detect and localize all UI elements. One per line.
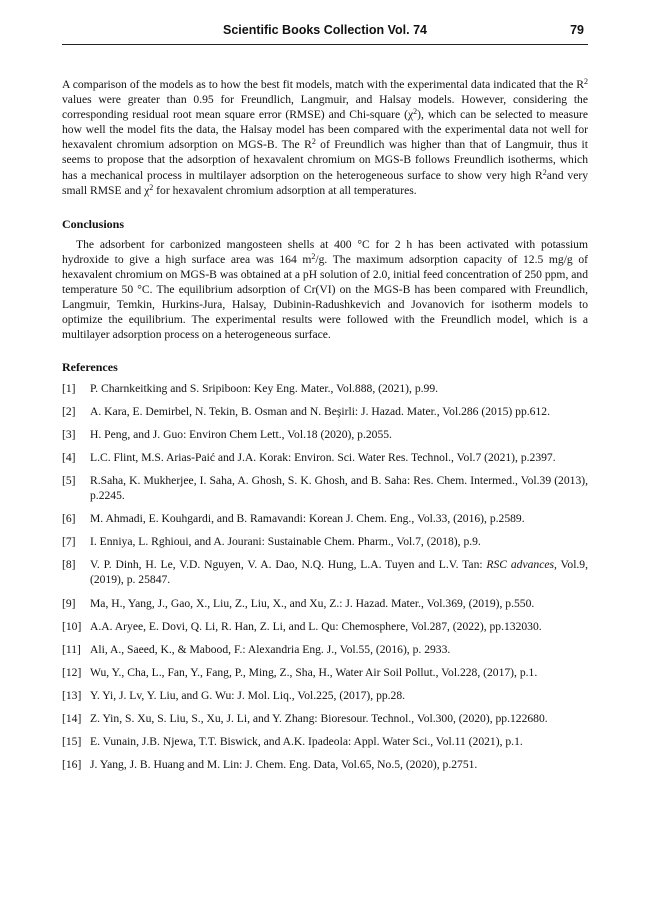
reference-text: Ma, H., Yang, J., Gao, X., Liu, Z., Liu, X., and Xu, Z.: J. Hazad. Mater., Vol.369, (2019), p.550. <box>90 596 535 610</box>
reference-item <box>62 381 588 396</box>
reference-text: P. Charnkeitking and S. Sripiboon: Key Eng. Mater., Vol.888, (2021), p.99. <box>90 381 439 395</box>
page-number: 79 <box>570 23 584 37</box>
reference-number: [12] <box>62 665 82 679</box>
reference-number: [7] <box>62 535 76 549</box>
reference-text: I. Enniya, L. Rghioui, and A. Jourani: Sustainable Chem. Pharm., Vol.7, (2018), p.9. <box>90 535 481 549</box>
reference-number: [13] <box>62 688 82 702</box>
conclusions-heading: Conclusions <box>62 216 125 231</box>
reference-item <box>62 711 588 726</box>
page-header <box>62 23 588 41</box>
reference-number: [9] <box>62 596 76 610</box>
reference-text: L.C. Flint, M.S. Arias-Paić and J.A. Korak: Environ. Sci. Water Res. Technol., Vol.7 (2021), p.2397. <box>90 450 556 464</box>
reference-number: [5] <box>62 473 76 487</box>
reference-text: M. Ahmadi, E. Kouhgardi, and B. Ramavandi: Korean J. Chem. Eng., Vol.33, (2016), p.2589. <box>90 512 525 526</box>
reference-number: [3] <box>62 427 76 441</box>
reference-number: [4] <box>62 450 76 464</box>
reference-text: Wu, Y., Cha, L., Fan, Y., Fang, P., Ming, Z., Sha, H., Water Air Soil Pollut., Vol.228, (2017), p.1. <box>90 665 538 679</box>
reference-item <box>62 450 588 465</box>
conclusions-paragraph: The adsorbent for carbonized mangosteen shells at 400 °C for 2 h has been activated with potassium hydroxide to give a high surface area was 164 $m^2/g$. The maximum adsorption capacity of 12.5 mg/g of hexavalent chromium on MGS-B was obtained at a pH solution of 2.0, initial feed concentration of 250 ppm, and temperature 50 °C. The equilibrium adsorption of Cr(VI) on the MGS-B has been compared with Freundlich, Langmuir, Temkin, Hurkins-Jura, Halsay, Dubinin-Radushkevich and Jovanovich for isotherm models to optimize the equilibrium. The experimental results were followed with the Freundlich model, which is a multilayer adsorption process on a heterogeneous surface. <box>62 237 588 342</box>
reference-number: [15] <box>62 735 82 749</box>
reference-text: H. Peng, and J. Guo: Environ Chem Lett., Vol.18 (2020), p.2055. <box>90 427 392 441</box>
reference-number: [8] <box>62 558 76 572</box>
reference-number: [14] <box>62 712 82 725</box>
reference-item <box>62 734 588 749</box>
reference-number: [16] <box>62 758 82 772</box>
reference-text: A.A. Aryee, E. Dovi, Q. Li, R. Han, Z. Li, and L. Qu: Chemosphere, Vol.287, (2022), pp.132030. <box>90 619 542 633</box>
reference-text: Ali, A., Saeed, K., & Mabood, F.: Alexandria Eng. J., Vol.55, (2016), p. 2933. <box>90 642 451 656</box>
reference-item <box>62 757 588 772</box>
reference-number: [1] <box>62 381 76 395</box>
reference-text: Y. Yi, J. Lv, Y. Liu, and G. Wu: J. Mol. Liq., Vol.225, (2017), pp.28. <box>90 688 406 702</box>
page-body <box>62 77 588 780</box>
reference-text: E. Vunain, J.B. Njewa, T.T. Biswick, and A.K. Ipadeola: Appl. Water Sci., Vol.11 (2021), p.1. <box>90 735 523 749</box>
reference-text: Z. Yin, S. Xu, S. Liu, S., Xu, J. Li, and Y. Zhang: Bioresour. Technol., Vol.300, (2020), pp.122680. <box>90 712 548 725</box>
references-heading: References <box>62 359 118 374</box>
reference-item <box>62 511 588 526</box>
reference-list <box>62 381 588 773</box>
reference-text: R.Saha, K. Mukherjee, I. Saha, A. Ghosh, S. K. Ghosh, and B. Saha: Res. Chem. Intermed., Vol.39 (2013), p.2245. <box>90 473 588 503</box>
reference-number: [11] <box>62 642 81 656</box>
reference-number: [2] <box>62 404 76 418</box>
header-rule <box>62 44 588 45</box>
reference-number: [10] <box>62 619 82 633</box>
reference-item <box>62 473 588 503</box>
reference-text: A. Kara, E. Demirbel, N. Tekin, B. Osman and N. Beşirli: J. Hazad. Mater., Vol.286 (2015) pp.612. <box>90 404 550 418</box>
reference-item <box>62 404 588 419</box>
reference-item <box>62 427 588 442</box>
reference-item <box>62 642 588 657</box>
reference-item <box>62 534 588 549</box>
reference-item <box>62 665 588 680</box>
body-paragraph: A comparison of the models as to how the best fit models, match with the experimental data indicated that the $R^2$ values were greater than 0.95 for Freundlich, Langmuir, and Halsay models. However, considering the corresponding residual root mean square error (RMSE) and Chi-square $(\chi^2)$, which can be selected to measure how well the model fits the data, the Halsay model has been compared with the experimental data not well for hexavalent chromium adsorption on MGS-B. The $R^2$ of Freundlich was higher than that of Langmuir, thus it seems to propose that the adsorption of hexavalent chromium on MGS-B follows Freundlich isotherms, which has a mechanical process in multilayer adsorption on the heterogeneous surface to show very high $R^2and$ very small RMSE and $\chi^2$ for hexavalent chromium adsorption at all temperatures. <box>62 77 588 197</box>
running-title: Scientific Books Collection Vol. 74 <box>223 23 427 37</box>
reference-text: V. P. Dinh, H. Le, V.D. Nguyen, V. A. Dao, N.Q. Hung, L.A. Tuyen and L.V. Tan: RSC advances, Vol.9, (2019), p. 25847. <box>90 558 589 587</box>
reference-item <box>62 596 588 611</box>
reference-item <box>62 557 588 587</box>
reference-item <box>62 688 588 703</box>
reference-text: J. Yang, J. B. Huang and M. Lin: J. Chem. Eng. Data, Vol.65, No.5, (2020), p.2751. <box>90 758 478 772</box>
reference-number: [6] <box>62 512 76 526</box>
reference-item <box>62 619 588 634</box>
